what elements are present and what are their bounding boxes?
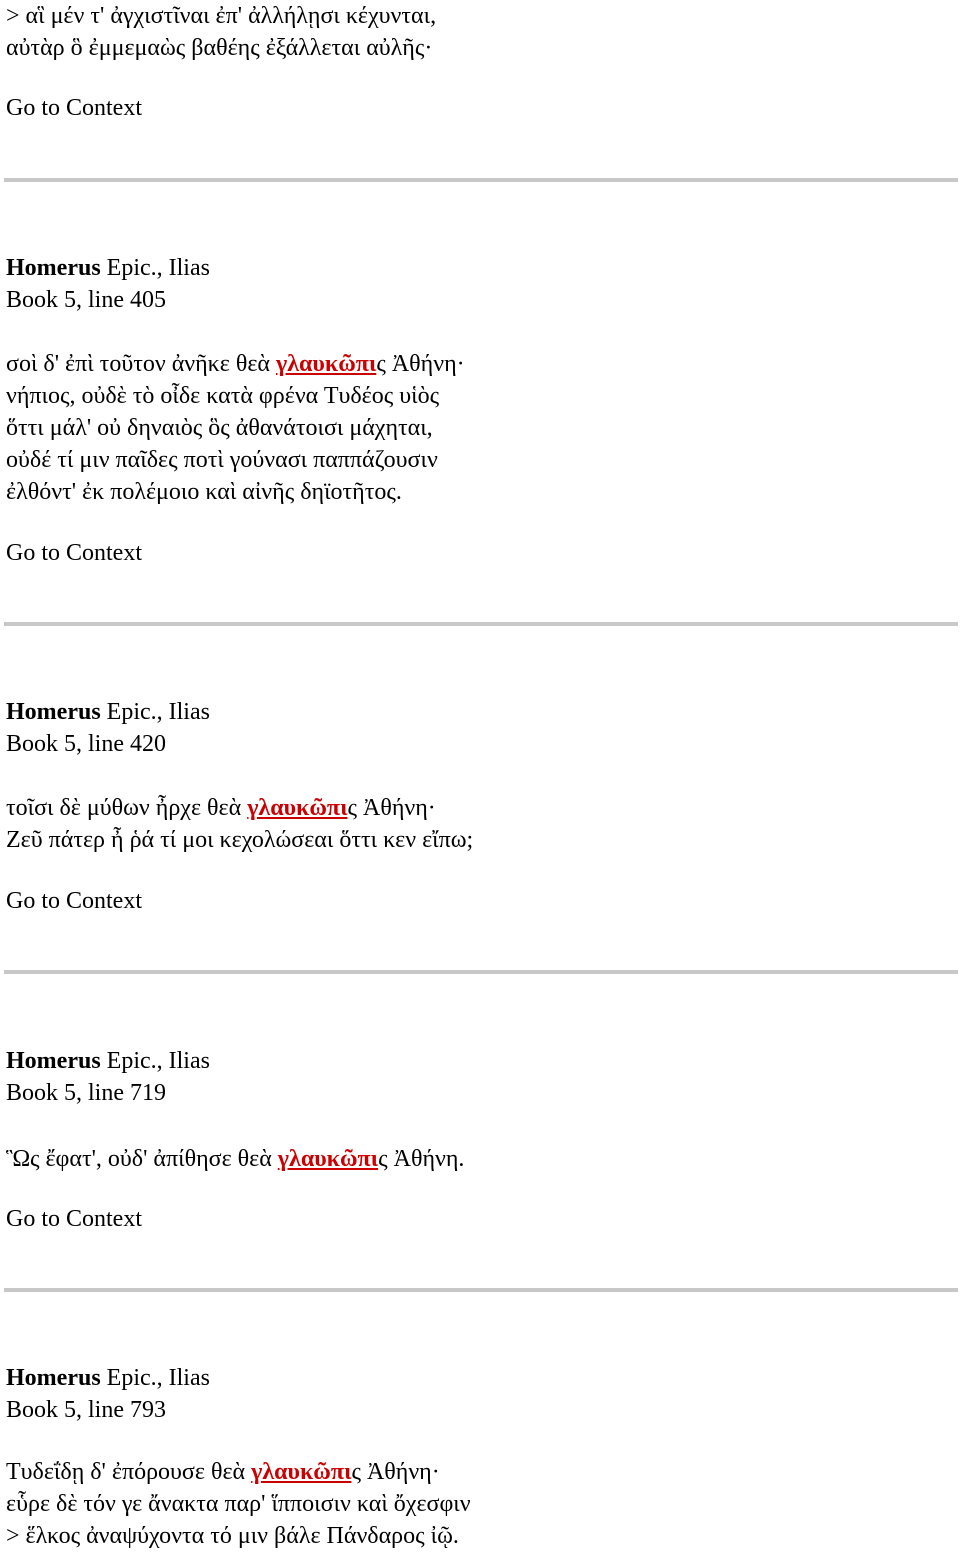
text-segment: ς Ἀθήνη· — [376, 351, 465, 377]
citation — [6, 1045, 464, 1109]
passage-line: > ἕλκος ἀναψύχοντα τό μιν βάλε Πάνδαρος ἰῷ. — [6, 1523, 459, 1549]
passage-line — [6, 1456, 471, 1488]
result-entry — [6, 696, 473, 856]
passage-fragment — [6, 0, 436, 64]
author-name: Homerus — [6, 1365, 101, 1391]
passage-text — [6, 348, 465, 508]
text-segment: Ὣς ἔφατ', οὐδ' ἀπίθησε θεὰ — [6, 1146, 278, 1172]
passage-line — [6, 348, 465, 380]
highlighted-term: γλαυκῶπι — [276, 351, 377, 377]
result-entry — [6, 1362, 471, 1552]
highlighted-term: γλαυκῶπι — [247, 795, 348, 821]
author-name: Homerus — [6, 255, 101, 281]
passage-text — [6, 792, 473, 856]
passage-line: εὗρε δὲ τόν γε ἄνακτα παρ' ἵπποισιν καὶ ὄχεσφιν — [6, 1491, 471, 1517]
go-to-context-link[interactable]: Go to Context — [6, 540, 142, 566]
highlighted-term: γλαυκῶπι — [251, 1459, 352, 1485]
passage-text — [6, 1143, 464, 1175]
highlighted-term: γλαυκῶπι — [277, 1146, 379, 1172]
work-title: Epic., Ilias — [100, 1048, 210, 1074]
result-entry — [6, 1045, 464, 1175]
passage-line: οὐδέ τί μιν παῖδες ποτὶ γούνασι παππάζουσιν — [6, 447, 438, 473]
author-name: Homerus — [6, 699, 101, 725]
citation — [6, 1362, 471, 1426]
go-to-context-link[interactable]: Go to Context — [6, 888, 142, 914]
passage-line — [6, 792, 473, 824]
work-title: Epic., Ilias — [100, 255, 210, 281]
work-title: Epic., Ilias — [100, 1365, 210, 1391]
text-segment: τοῖσι δὲ μύθων ἦρχε θεὰ — [6, 795, 248, 821]
result-divider — [4, 178, 958, 182]
text-segment: σοὶ δ' ἐπὶ τοῦτον ἀνῆκε θεὰ — [6, 351, 276, 377]
text-segment: ς Ἀθήνη· — [351, 1459, 440, 1485]
passage-line: αὐτὰρ ὃ ἐμμεμαὼς βαθέης ἐξάλλεται αὐλῆς· — [6, 35, 433, 61]
result-divider — [4, 622, 958, 626]
book-line-reference: Book 5, line 405 — [6, 287, 166, 313]
text-segment: ς Ἀθήνη· — [347, 795, 436, 821]
book-line-reference: Book 5, line 420 — [6, 731, 166, 757]
passage-line: ὅττι μάλ' οὐ δηναιὸς ὃς ἀθανάτοισι μάχηται, — [6, 415, 433, 441]
result-divider — [4, 970, 958, 974]
author-name: Homerus — [6, 1048, 101, 1074]
go-to-context-link[interactable]: Go to Context — [6, 95, 142, 121]
book-line-reference: Book 5, line 719 — [6, 1080, 166, 1106]
text-segment: ς Ἀθήνη. — [378, 1146, 465, 1172]
passage-line — [6, 1143, 464, 1175]
citation — [6, 696, 473, 760]
citation — [6, 252, 465, 316]
passage-line: > αἳ μέν τ' ἀγχιστῖναι ἐπ' ἀλλήλῃσι κέχυνται, — [6, 3, 437, 29]
book-line-reference: Book 5, line 793 — [6, 1397, 166, 1423]
work-title: Epic., Ilias — [100, 699, 210, 725]
passage-line: Ζεῦ πάτερ ἦ ῥά τί μοι κεχολώσεαι ὅττι κεν εἴπω; — [6, 827, 474, 853]
passage-line: νήπιος, οὐδὲ τὸ οἶδε κατὰ φρένα Τυδέος υἱὸς — [6, 383, 440, 409]
text-segment: Τυδεΐδῃ δ' ἐπόρουσε θεὰ — [6, 1459, 252, 1485]
result-divider — [4, 1288, 958, 1292]
go-to-context-link[interactable]: Go to Context — [6, 1206, 142, 1232]
result-entry — [6, 252, 465, 508]
passage-text — [6, 1456, 471, 1552]
passage-line: ἐλθόντ' ἐκ πολέμοιο καὶ αἰνῆς δηϊοτῆτος. — [6, 479, 402, 505]
